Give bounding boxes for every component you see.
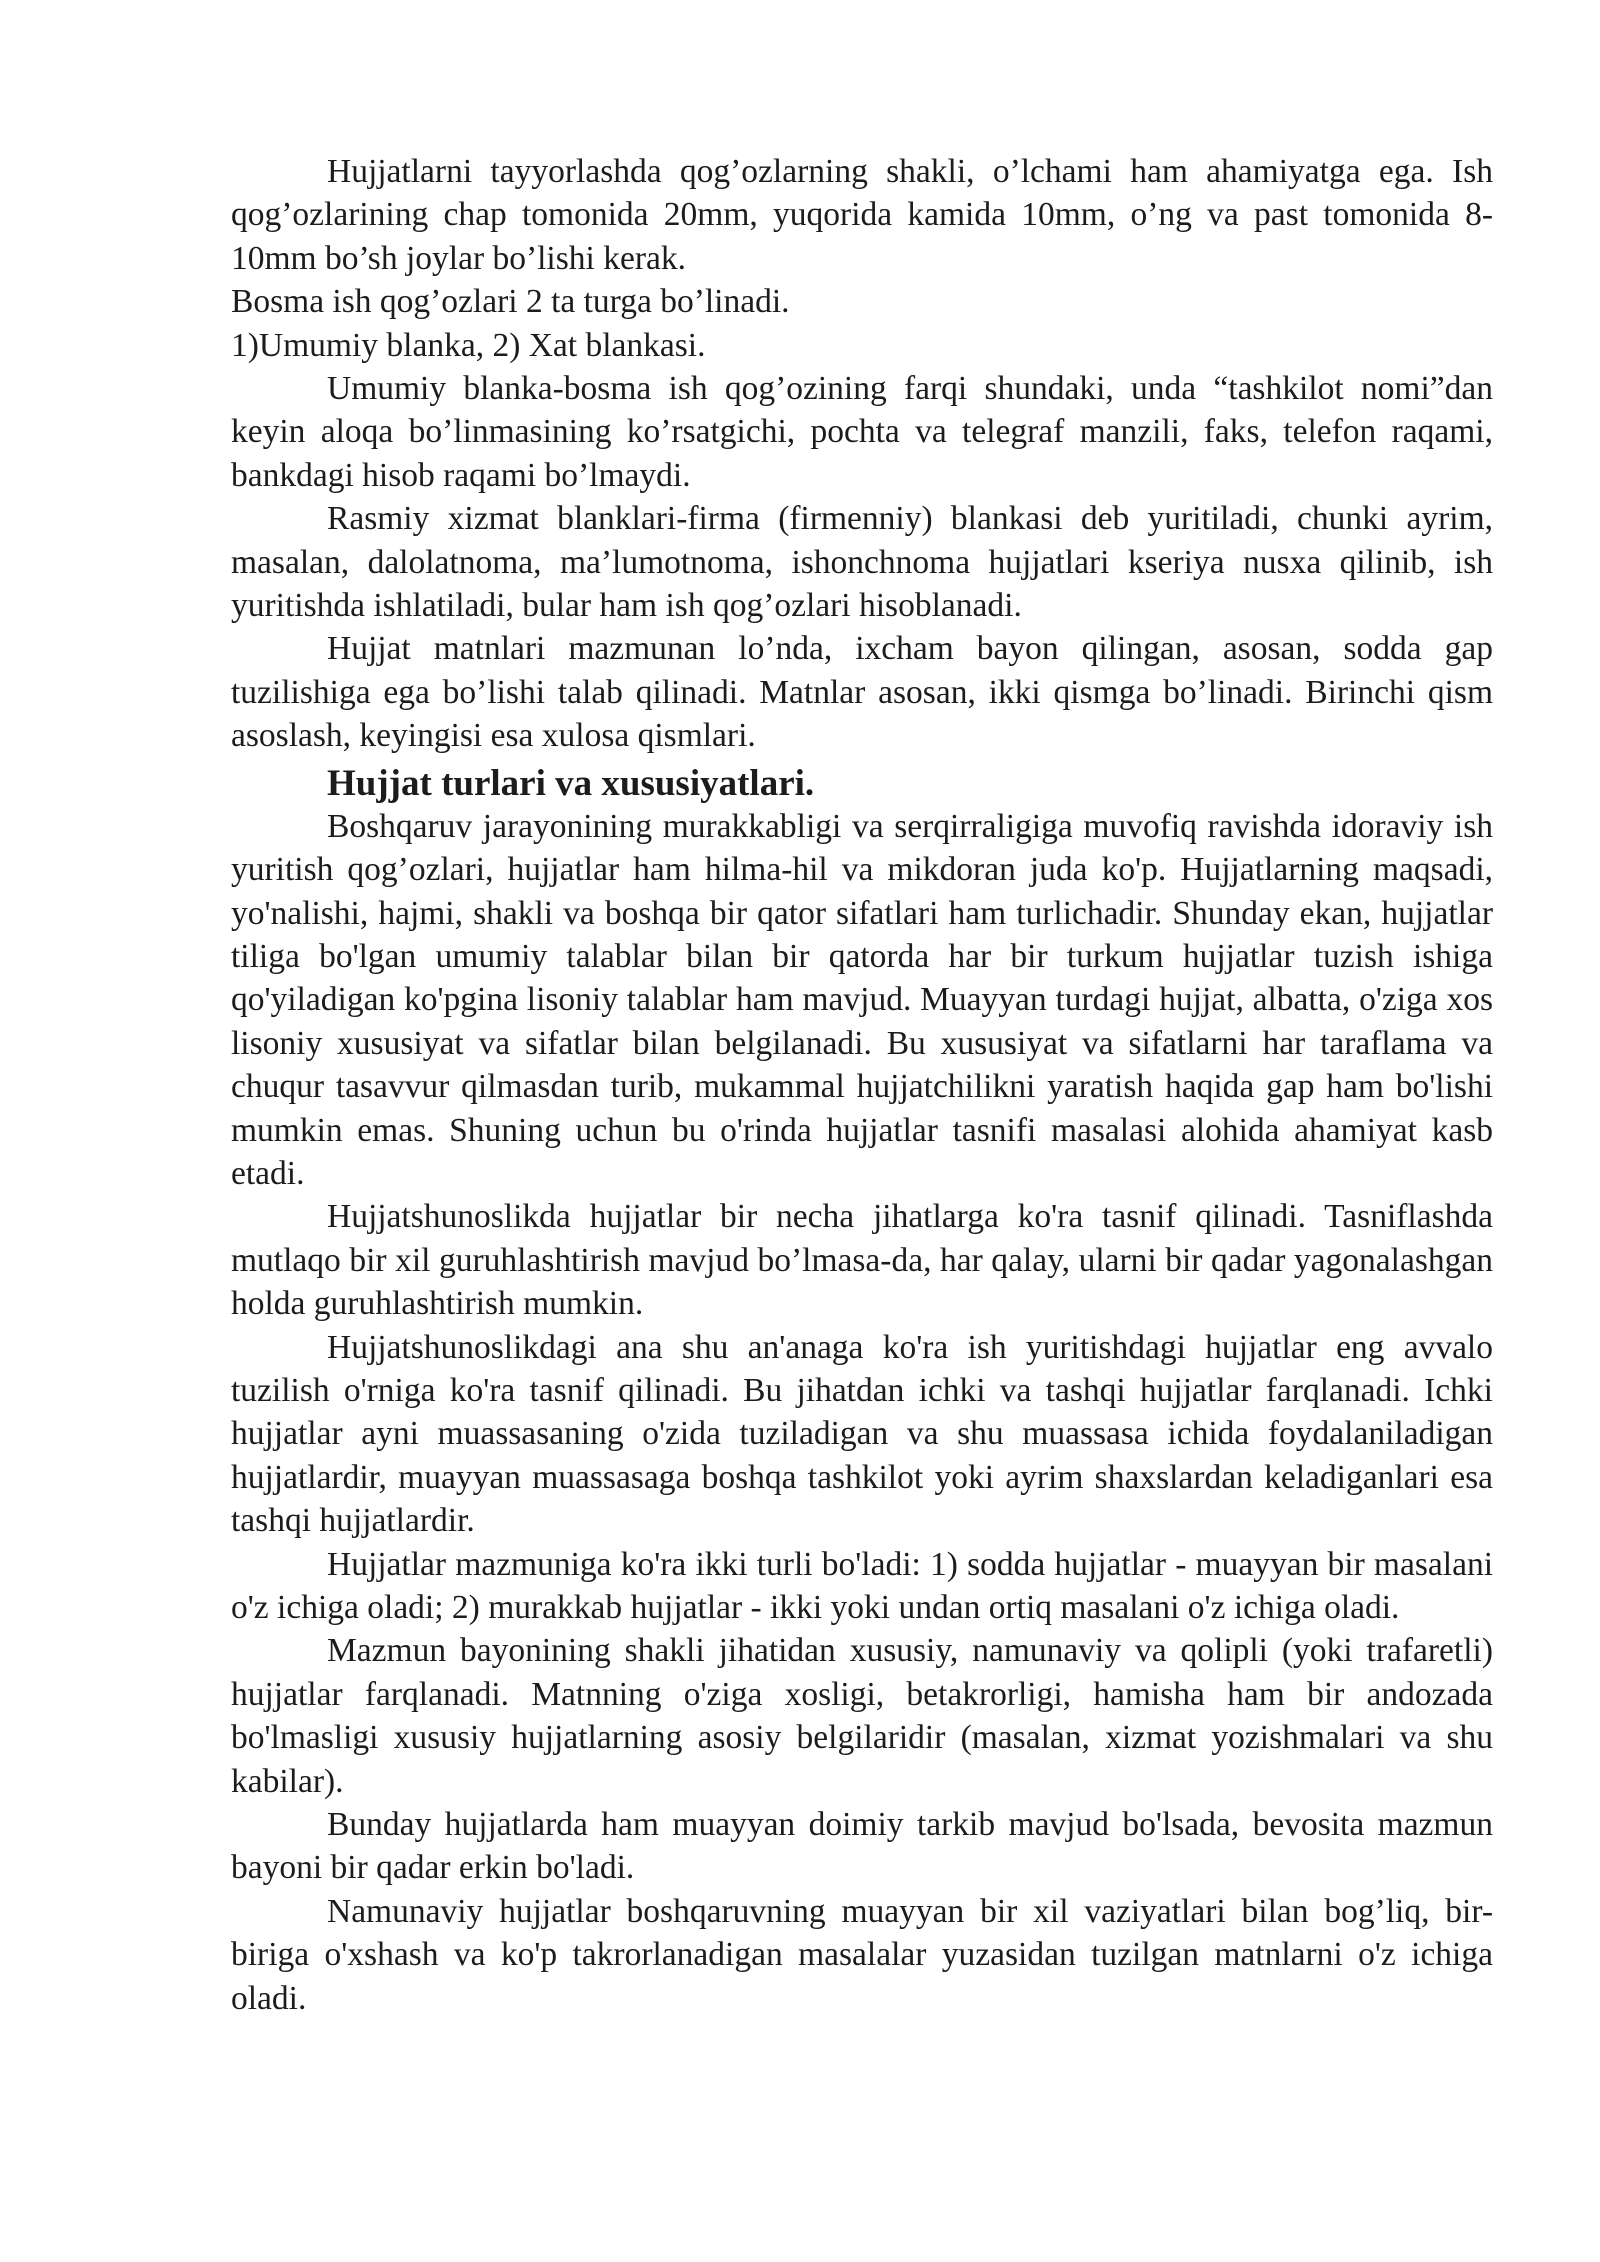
- paragraph: Umumiy blanka-bosma ish qog’ozining farqi shundaki, unda “tashkilot nomi”dan keyin aloqa bo’linmasining ko’rsatgichi, pochta va telegraf manzili, faks, telefon raqami, bankdagi hisob raqami bo’lmaydi.: [231, 370, 1493, 494]
- paragraph: Hujjatshunoslikdagi ana shu an'anaga ko'ra ish yuritishdagi hujjatlar eng avvalo tuzilish o'rniga ko'ra tasnif qilinadi. Bu jihatdan ichki va tashqi hujjatlar farqlanadi. Ichki hujjatlar ayni muassasaning o'zida tuziladigan va shu muassasa ichida foydalaniladigan hujjatlardir, muayyan muassasaga boshqa tashkilot yoki ayrim shaxslardan keladiganlari esa tashqi hujjatlardir.: [231, 1328, 1493, 1540]
- section-heading: Hujjat turlari va xususiyatlari.: [327, 762, 815, 804]
- paragraph: Boshqaruv jarayonining murakkabligi va serqirraligiga muvofiq ravishda idoraviy ish yuritish qog’ozlari, hujjatlar ham hilma-hil va mikdoran juda ko'p. Hujjatlarning maqsadi, yo'nalishi, hajmi, shakli va boshqa bir qator sifatlari ham turlichadir. Shunday ekan, hujjatlar tiliga bo'lgan umumiy talablar bilan bir qatorda har bir turkum hujjatlar tuzish ishiga qo'yiladigan ko'pgina lisoniy talablar ham mavjud. Muayyan turdagi hujjat, albatta, o'ziga xos lisoniy xususiyat va sifatlar bilan belgilanadi. Bu xususiyat va sifatlarni har taraflama va chuqur tasavvur qilmasdan turib, mukammal hujjatchilikni yaratish haqida gap ham bo'lishi mumkin emas. Shuning uchun bu o'rinda hujjatlar tasnifi masalasi alohida ahamiyat kasb etadi.: [231, 807, 1493, 1192]
- paragraph: Hujjatlar mazmuniga ko'ra ikki turli bo'ladi: 1) sodda hujjatlar - muayyan bir masalani o'z ichiga oladi; 2) murakkab hujjatlar - ikki yoki undan ortiq masalani o'z ichiga oladi.: [231, 1545, 1493, 1626]
- paragraph: Bosma ish qog’ozlari 2 ta turga bo’linadi.: [231, 283, 790, 321]
- paragraph: Namunaviy hujjatlar boshqaruvning muayyan bir xil vaziyatlari bilan bog’liq, bir- biriga o'xshash va ko'p takrorlanadigan masalalar yuzasidan tuzilgan matnlarni o'z ichiga oladi.: [231, 1892, 1493, 2017]
- paragraph: Hujjatlarni tayyorlashda qog’ozlarning shakli, o’lchami ham ahamiyatga ega. Ish qog’ozlarining chap tomonida 20mm, yuqorida kamida 10mm, o’ng va past tomonida 8-10mm bo’sh joylar bo’lishi kerak.: [231, 153, 1493, 277]
- paragraph: Hujjat matnlari mazmunan lo’nda, ixcham bayon qilingan, asosan, sodda gap tuzilishiga ega bo’lishi talab qilinadi. Matnlar asosan, ikki qismga bo’linadi. Birinchi qism asoslash, keyingisi esa xulosa qismlari.: [231, 630, 1493, 755]
- paragraph: Mazmun bayonining shakli jihatidan xususiy, namunaviy va qolipli (yoki trafaretli) hujjatlar farqlanadi. Matnning o'ziga xosligi, betakrorligi, hamisha ham bir andozada bo'lmasligi xususiy hujjatlarning asosiy belgilaridir (masalan, xizmat yozishmalari va shu kabilar).: [231, 1632, 1493, 1800]
- document-page: [231, 150, 1493, 2020]
- paragraph: Hujjatshunoslikda hujjatlar bir necha jihatlarga ko'ra tasnif qilinadi. Tasniflashda mutlaqo bir xil guruhlashtirish mavjud bo’lmasa-da, har qalay, ularni bir qadar yagonalashgan holda guruhlashtirish mumkin.: [231, 1198, 1493, 1323]
- paragraph: 1)Umumiy blanka, 2) Xat blankasi.: [231, 326, 706, 364]
- paragraph: Rasmiy xizmat blanklari-firma (firmenniy) blankasi deb yuritiladi, chunki ayrim, masalan, dalolatnoma, ma’lumotnoma, ishonchnoma hujjatlari kseriya nusxa qilinib, ish yuritishda ishlatiladi, bular ham ish qog’ozlari hisoblanadi.: [231, 500, 1493, 625]
- paragraph: Bunday hujjatlarda ham muayyan doimiy tarkib mavjud bo'lsada, bevosita mazmun bayoni bir qadar erkin bo'ladi.: [231, 1806, 1493, 1887]
